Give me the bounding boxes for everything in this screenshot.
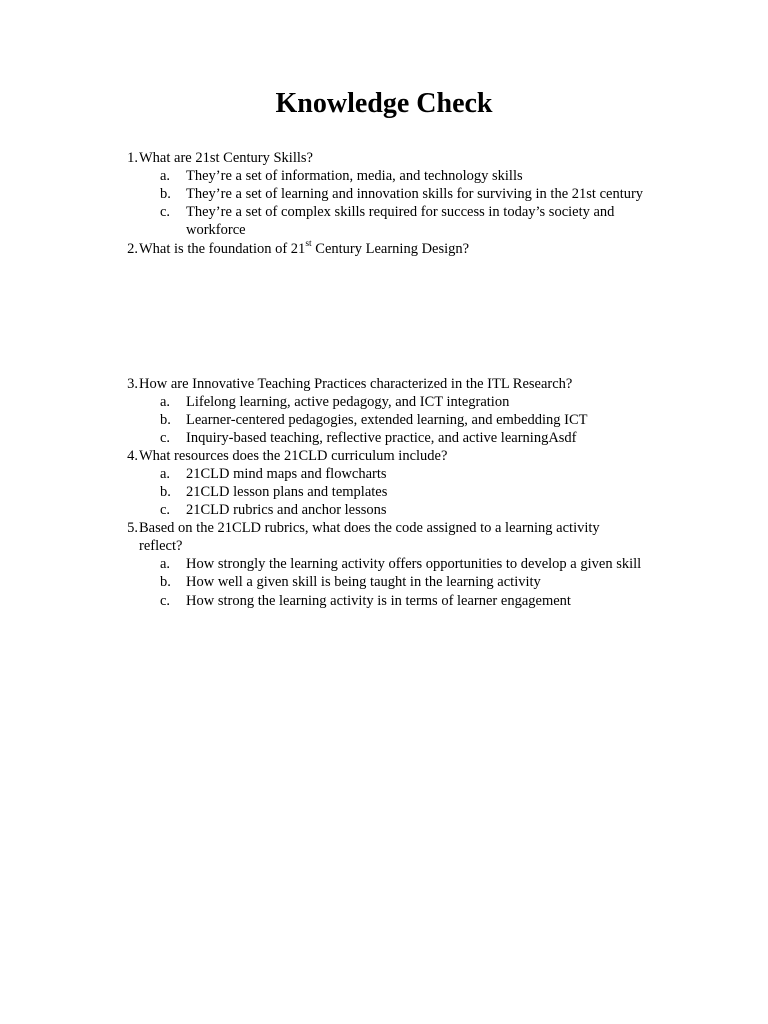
question-text: How are Innovative Teaching Practices characterized in the ITL Research? bbox=[139, 376, 573, 392]
question-4 bbox=[127, 447, 448, 465]
question-text: What are 21st Century Skills? bbox=[139, 150, 313, 166]
question-3 bbox=[127, 375, 573, 393]
ordinal-suffix: st bbox=[305, 239, 312, 250]
question-1-option-a bbox=[160, 167, 523, 185]
option-text: They’re a set of learning and innovation skills for surviving in the 21st century bbox=[186, 186, 644, 202]
option-letter: b. bbox=[160, 484, 171, 500]
option-text: Lifelong learning, active pedagogy, and ICT integration bbox=[186, 394, 510, 410]
option-text: They’re a set of information, media, and technology skills bbox=[186, 168, 523, 184]
question-1-option-c bbox=[160, 203, 615, 221]
question-5-option-c bbox=[160, 592, 571, 610]
option-text: Inquiry-based teaching, reflective practice, and active learningAsdf bbox=[186, 430, 577, 446]
question-text bbox=[139, 241, 469, 257]
question-number: 5. bbox=[127, 520, 138, 536]
option-text: Learner-centered pedagogies, extended learning, and embedding ICT bbox=[186, 412, 588, 428]
option-text-continuation: workforce bbox=[186, 222, 246, 238]
option-text: 21CLD mind maps and flowcharts bbox=[186, 466, 387, 482]
question-number: 3. bbox=[127, 376, 138, 392]
option-text: How strong the learning activity is in terms of learner engagement bbox=[186, 593, 571, 609]
question-3-option-b bbox=[160, 411, 588, 429]
question-3-option-a bbox=[160, 393, 510, 411]
page-title: Knowledge Check bbox=[275, 88, 493, 119]
option-text: 21CLD rubrics and anchor lessons bbox=[186, 502, 387, 518]
option-letter: a. bbox=[160, 466, 171, 482]
question-text: Based on the 21CLD rubrics, what does the code assigned to a learning activity bbox=[139, 520, 600, 536]
question-1 bbox=[127, 149, 313, 167]
option-text: How well a given skill is being taught in the learning activity bbox=[186, 574, 541, 590]
question-text-part: What is the foundation of 21 bbox=[139, 241, 306, 257]
option-letter: b. bbox=[160, 412, 171, 428]
option-letter: a. bbox=[160, 394, 171, 410]
question-5-option-b bbox=[160, 573, 541, 591]
option-letter: c. bbox=[160, 204, 171, 220]
option-text: 21CLD lesson plans and templates bbox=[186, 484, 388, 500]
question-text-part: Century Learning Design? bbox=[311, 241, 470, 257]
question-text-continuation: reflect? bbox=[139, 538, 183, 554]
option-letter: c. bbox=[160, 430, 171, 446]
option-letter: a. bbox=[160, 556, 171, 572]
question-5 bbox=[127, 519, 600, 537]
option-letter: c. bbox=[160, 502, 171, 518]
question-2 bbox=[127, 239, 470, 258]
question-4-option-c bbox=[160, 501, 387, 519]
question-number: 1. bbox=[127, 150, 138, 166]
question-text: What resources does the 21CLD curriculum include? bbox=[139, 448, 448, 464]
option-letter: b. bbox=[160, 574, 171, 590]
question-1-option-b bbox=[160, 185, 644, 203]
option-text: How strongly the learning activity offers opportunities to develop a given skill bbox=[186, 556, 642, 572]
question-1-option-c-continuation bbox=[186, 221, 246, 239]
question-4-option-b bbox=[160, 483, 388, 501]
question-number: 4. bbox=[127, 448, 138, 464]
option-letter: b. bbox=[160, 186, 171, 202]
option-text: They’re a set of complex skills required for success in today’s society and bbox=[186, 204, 615, 220]
question-5-continuation bbox=[139, 537, 182, 555]
question-3-option-c bbox=[160, 429, 577, 447]
question-number: 2. bbox=[127, 241, 138, 257]
question-4-option-a bbox=[160, 465, 387, 483]
option-letter: c. bbox=[160, 593, 171, 609]
question-5-option-a bbox=[160, 555, 642, 573]
option-letter: a. bbox=[160, 168, 171, 184]
